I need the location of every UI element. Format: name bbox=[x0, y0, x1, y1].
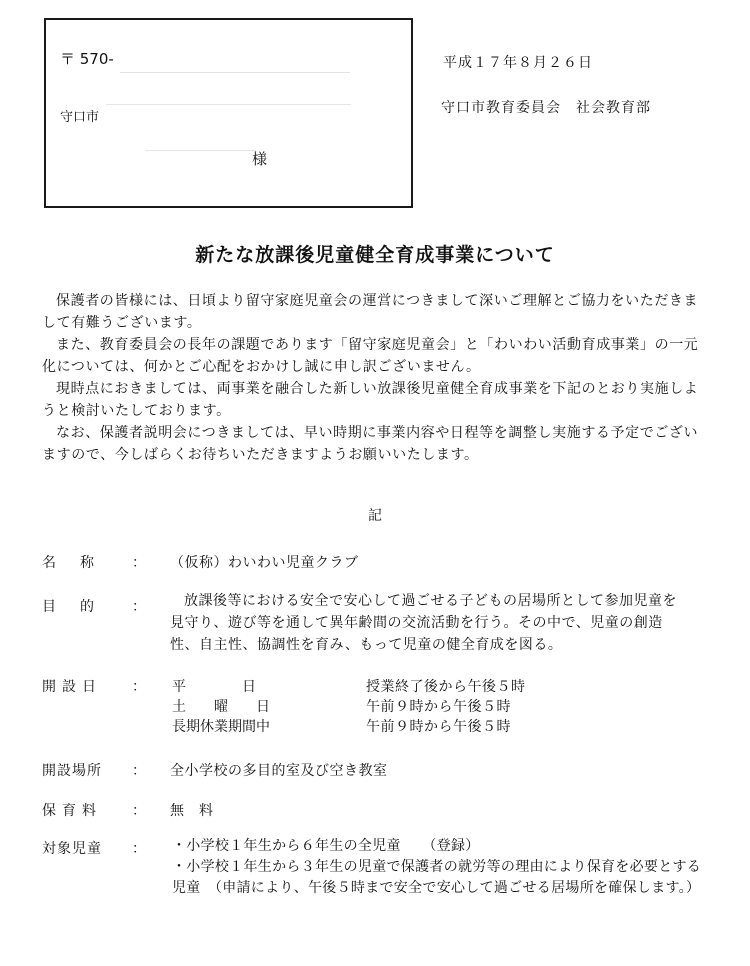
paragraph-greeting: 保護者の皆様には、日頃より留守家庭児童会の運営につきまして深いご理解とご協力をいただきまして有難うございます。 bbox=[42, 293, 699, 331]
issue-date: 平成１７年８月２６日 bbox=[443, 55, 593, 71]
sender-name: 守口市教育委員会 社会教育部 bbox=[441, 100, 651, 116]
page-title: 新たな放課後児童健全育成事業について bbox=[195, 244, 555, 266]
target-colon: ： bbox=[132, 841, 146, 857]
target-item: ・小学校１年生から３年生の児童で保護者の就労等の理由により保育を必要とする児童 （申請により、午後５時まで安全で安心して過ごせる居場所を確保します。） bbox=[172, 859, 702, 896]
address-box bbox=[44, 18, 413, 208]
purpose-value: 放課後等における安全で安心して過ごせる子どもの居場所として参加児童を見守り、遊び等を通して異年齢間の交流活動を行う。その中で、児童の創造性、自主性、協調性を育み、もって児童の健全育成を図る。 bbox=[170, 593, 677, 653]
fee-value: 無 料 bbox=[170, 803, 214, 819]
place-value: 全小学校の多目的室及び空き教室 bbox=[170, 763, 388, 779]
schedule-time: 午前９時から午後５時 bbox=[366, 719, 511, 735]
days-label: 開設日 bbox=[42, 679, 102, 695]
name-value: （仮称）わいわい児童クラブ bbox=[170, 555, 359, 571]
schedule-day: 長期休業期間中 bbox=[172, 719, 270, 735]
schedule-day: 平 日 bbox=[172, 679, 256, 695]
name-label: 名称 bbox=[42, 555, 118, 571]
address-underline bbox=[106, 104, 351, 105]
name-underline bbox=[146, 150, 256, 151]
paragraph-plan: 現時点におきましては、両事業を融合した新しい放課後児童健全育成事業を下記のとおり実施しようと検討いたしております。 bbox=[42, 381, 699, 419]
fee-label: 保育料 bbox=[42, 803, 102, 819]
ki-heading: 記 bbox=[368, 508, 382, 524]
paragraph-briefing: なお、保護者説明会につきましては、早い時期に事業内容や日程等を調整し実施する予定でございますので、今しばらくお待ちいただきますようお願いいたします。 bbox=[42, 425, 699, 463]
target-label: 対象児童 bbox=[42, 841, 102, 857]
address-city: 守口市 bbox=[60, 110, 100, 125]
schedule-day: 土 曜 日 bbox=[172, 699, 270, 715]
paragraph-apology: また、教育委員会の長年の課題であります「留守家庭児童会」と「わいわい活動育成事業」の一元化については、何かとご心配をおかけし誠に申し訳ございません。 bbox=[42, 337, 699, 375]
fee-colon: ： bbox=[132, 803, 146, 819]
place-colon: ： bbox=[132, 763, 146, 779]
schedule-time: 授業終了後から午後５時 bbox=[366, 679, 526, 695]
postal-underline bbox=[120, 72, 350, 73]
place-label: 開設場所 bbox=[42, 763, 102, 779]
name-colon: ： bbox=[132, 555, 146, 571]
purpose-label: 目的 bbox=[42, 599, 118, 615]
purpose-colon: ： bbox=[132, 599, 146, 615]
postal-code: 〒 570- bbox=[60, 50, 114, 68]
target-item: ・小学校１年生から６年生の全児童 （登録） bbox=[172, 838, 480, 854]
days-colon: ： bbox=[132, 679, 146, 695]
schedule-time: 午前９時から午後５時 bbox=[366, 699, 511, 715]
honorific: 様 bbox=[252, 150, 268, 168]
